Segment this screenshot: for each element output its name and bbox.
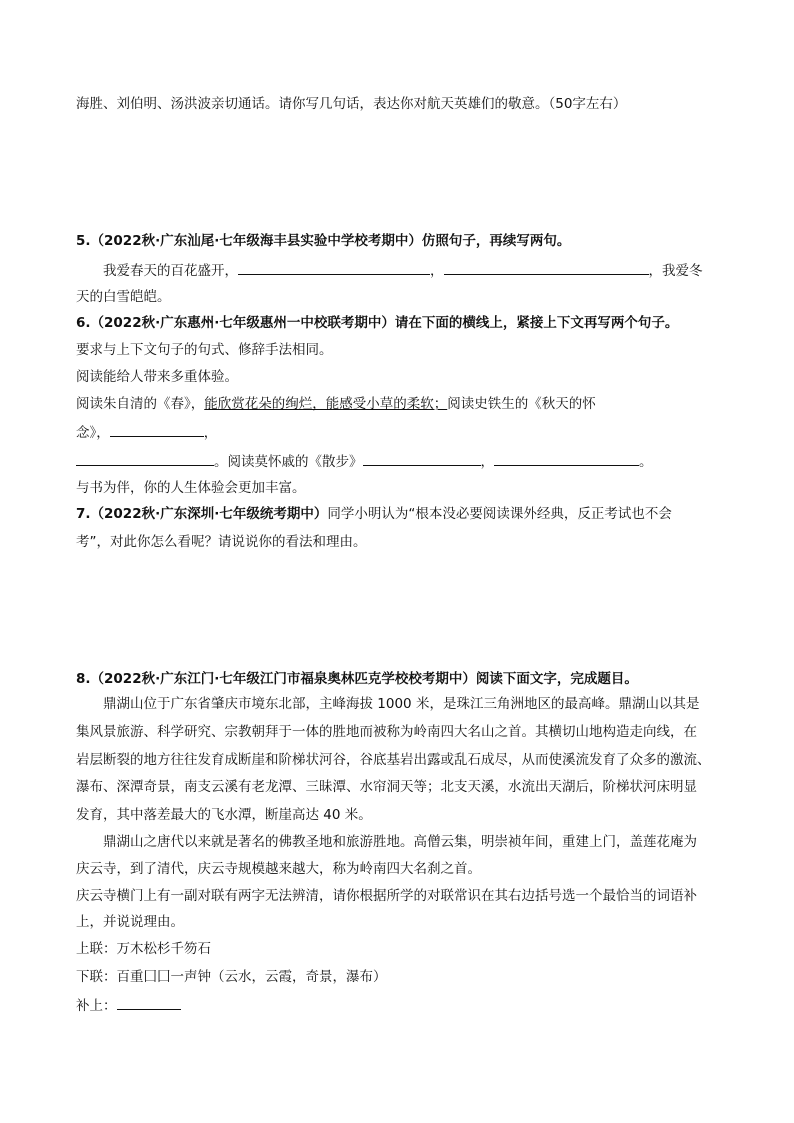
q6-example-underlined: 能欣赏花朵的绚烂，能感受小草的柔软； bbox=[204, 396, 448, 412]
q6-blank-4[interactable] bbox=[494, 451, 639, 466]
q6-p4-text-a: 。阅读莫怀戚的《散步》 bbox=[214, 454, 363, 470]
q6-p2-text-b: 阅读史铁生的《秋天的怀 bbox=[447, 396, 596, 412]
q6-header: 6.（2022秋·广东惠州·七年级惠州一中校联考期中）请在下面的横线上，紧接上下文再写两个句子。 bbox=[76, 315, 679, 331]
q6-paragraph-1: 阅读能给人带来多重体验。 bbox=[76, 369, 238, 385]
q8-task-line-1: 庆云寺横门上有一副对联有两字无法辨清，请你根据所学的对联常识在其右边括号选一个最恰当的词语补 bbox=[76, 888, 697, 904]
q5-line-2: 天的白雪皑皑。 bbox=[76, 289, 171, 305]
q6-paragraph-3 bbox=[76, 422, 217, 443]
q7-text-1: 同学小明认为“根本没必要阅读课外经典，反正考试也不会 bbox=[327, 506, 672, 522]
q6-p3-text-b: ， bbox=[203, 425, 218, 441]
q6-blank-1[interactable] bbox=[110, 422, 204, 437]
q6-paragraph-2 bbox=[76, 394, 596, 414]
q6-p3-text-a: 念》， bbox=[76, 425, 110, 441]
q5-blank-1[interactable] bbox=[238, 260, 430, 275]
q8-fill-line bbox=[76, 995, 181, 1016]
q8-p2-line-2: 庆云寺，到了清代，庆云寺规模越来越大，称为岭南四大名刹之首。 bbox=[76, 861, 481, 877]
q8-p1-line-2: 集风景旅游、科学研究、宗教朝拜于一体的胜地而被称为岭南四大名山之首。其横切山地构造走向线，在 bbox=[76, 724, 697, 740]
q6-p2-text-a: 阅读朱自清的《春》， bbox=[76, 396, 205, 412]
q7-header: 7.（2022秋·广东深圳·七年级统考期中） bbox=[76, 506, 328, 522]
q8-task-line-2: 上，并说说理由。 bbox=[76, 914, 184, 930]
q8-fill-blank[interactable] bbox=[117, 995, 181, 1010]
q8-lower-couplet: 下联：百重囗囗一声钟（云水，云霞，奇景，瀑布） bbox=[76, 969, 387, 985]
q6-requirement: 要求与上下文句子的句式、修辞手法相同。 bbox=[76, 342, 333, 358]
q4-continuation: 海胜、刘伯明、汤洪波亲切通话。请你写几句话，表达你对航天英雄们的敬意。（50字左右） bbox=[76, 96, 627, 112]
q7-line-2: 考”，对此你怎么看呢？请说说你的看法和理由。 bbox=[76, 534, 367, 550]
q5-text-a: 我爱春天的百花盛开， bbox=[103, 263, 238, 279]
q5-text-c: ，我爱冬 bbox=[648, 263, 703, 279]
q6-paragraph-5: 与书为伴，你的人生体验会更加丰富。 bbox=[76, 480, 306, 496]
q6-p4-text-c: 。 bbox=[639, 454, 653, 470]
q8-p1-line-4: 瀑布、深潭奇景，南支云溪有老龙潭、三昧潭、水帘洞天等；北支天溪，水流出天湖后，阶梯状河床明显 bbox=[76, 779, 697, 795]
q5-header: 5.（2022秋·广东汕尾·七年级海丰县实验中学校考期中）仿照句子，再续写两句。 bbox=[76, 233, 571, 249]
q8-p1-line-3: 岩层断裂的地方往往发育成断崖和阶梯状河谷，谷底基岩出露或乱石成尽，从而使溪流发育了众多的激流、 bbox=[76, 752, 711, 768]
q8-p1-line-1: 鼎湖山位于广东省肇庆市境东北部，主峰海拔 1000 米，是珠江三角洲地区的最高峰。鼎湖山以其是 bbox=[103, 696, 700, 712]
q8-header: 8.（2022秋·广东江门·七年级江门市福泉奥林匹克学校校考期中）阅读下面文字，完成题目。 bbox=[76, 671, 638, 687]
q8-p1-line-5: 发育，其中落差最大的飞水潭，断崖高达 40 米。 bbox=[76, 807, 372, 823]
q5-blank-2[interactable] bbox=[444, 260, 649, 275]
q5-line-1 bbox=[103, 260, 703, 281]
q8-p2-line-1: 鼎湖山之唐代以来就是著名的佛教圣地和旅游胜地。高僧云集，明崇祯年间，重建上门，盖莲花庵为 bbox=[103, 834, 697, 850]
q8-fill-label: 补上： bbox=[76, 998, 117, 1014]
q5-text-b: ， bbox=[430, 263, 444, 279]
q8-upper-couplet: 上联：万木松杉千笏石 bbox=[76, 941, 211, 957]
q6-p4-text-b: ， bbox=[480, 454, 494, 470]
q6-paragraph-4 bbox=[76, 451, 653, 472]
q7-line-1 bbox=[76, 504, 672, 524]
q6-blank-2[interactable] bbox=[76, 451, 214, 466]
q6-blank-3[interactable] bbox=[363, 451, 481, 466]
